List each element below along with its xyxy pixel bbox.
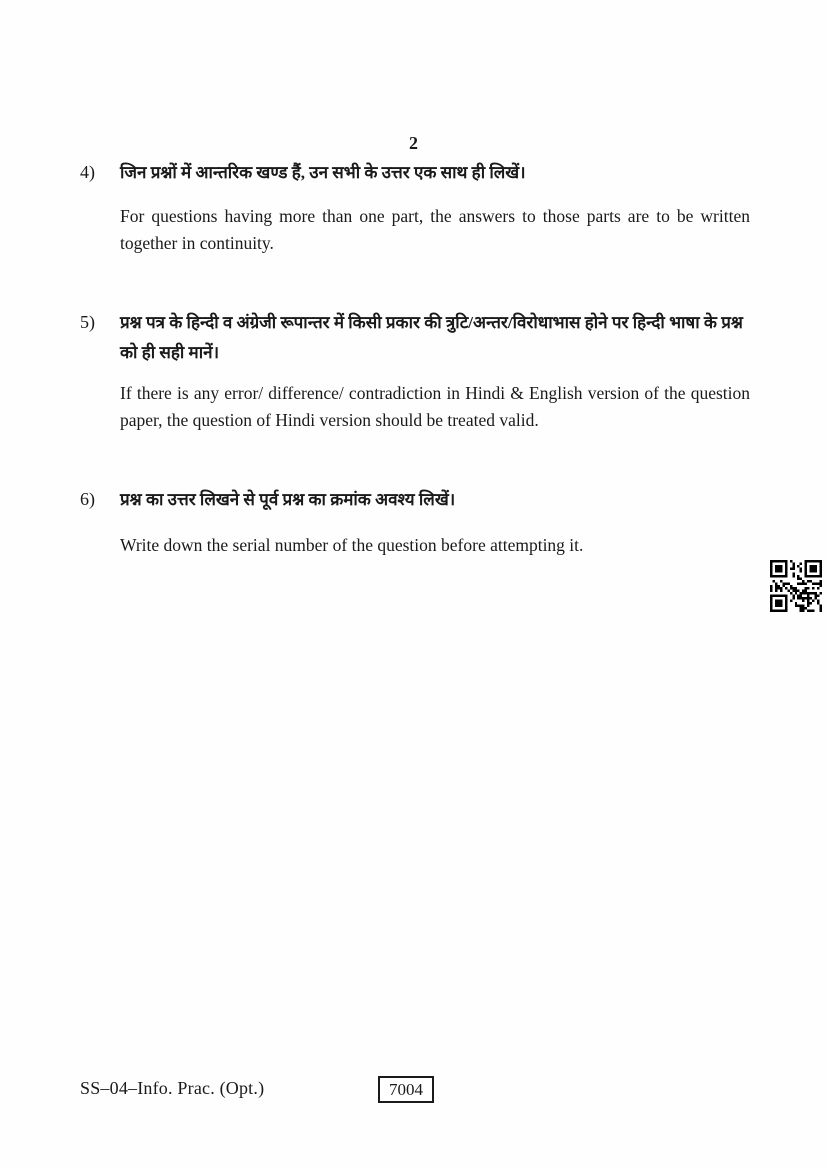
page-number: 2 xyxy=(409,133,418,153)
instruction-number: 5) xyxy=(80,312,95,332)
instruction-number: 4) xyxy=(80,162,95,182)
footer-paper-number: 7004 xyxy=(389,1079,423,1099)
instruction-number: 6) xyxy=(80,489,95,509)
instruction-hindi-text: प्रश्न का उत्तर लिखने से पूर्व प्रश्न का क्रमांक अवश्य लिखें। xyxy=(120,490,456,509)
instruction-english-text: For questions having more than one part, the answers to those parts are to be written together in continuity. xyxy=(120,206,750,253)
instruction-item-5 xyxy=(80,308,750,433)
instruction-hindi-text: प्रश्न पत्र के हिन्दी व अंग्रेजी रूपान्तर में किसी प्रकार की त्रुटि/अन्तर/विरोधाभास होने पर हिन्दी भाषा के प्रश्न को ही सही मानें। xyxy=(120,313,743,362)
instruction-hindi-text: जिन प्रश्नों में आन्तरिक खण्ड हैं, उन सभी के उत्तर एक साथ ही लिखें। xyxy=(120,163,526,182)
footer-paper-number-box xyxy=(378,1076,434,1103)
instruction-english-text: If there is any error/ difference/ contradiction in Hindi & English version of the question paper, the question of Hindi version should be treated valid. xyxy=(120,383,750,430)
qr-code-icon xyxy=(770,560,822,612)
instruction-item-6 xyxy=(80,485,750,559)
footer-paper-code: SS–04–Info. Prac. (Opt.) xyxy=(80,1078,265,1098)
instruction-english-text: Write down the serial number of the question before attempting it. xyxy=(120,535,584,555)
instruction-item-4 xyxy=(80,158,750,256)
